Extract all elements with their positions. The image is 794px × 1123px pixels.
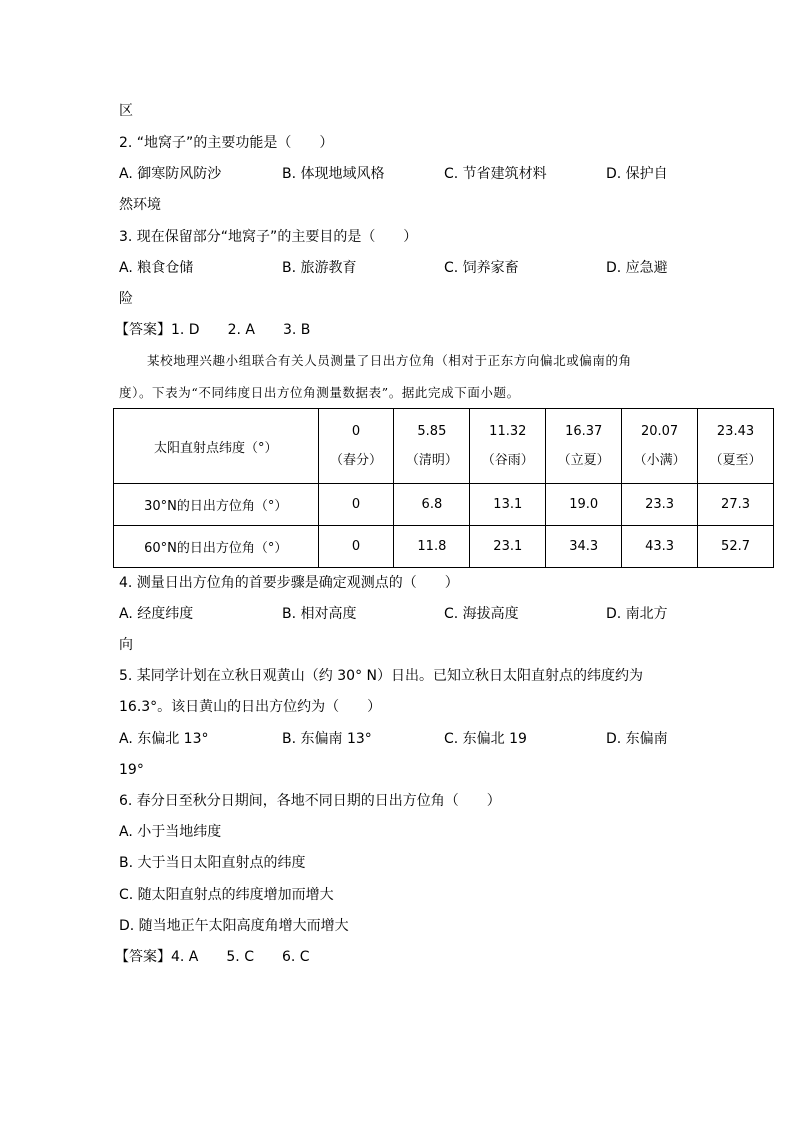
answer-line-1: 【答案】1. D 2. A 3. B <box>115 322 311 338</box>
table-cell: 23.3 <box>622 484 698 526</box>
table-cell: 43.3 <box>622 526 698 568</box>
material-intro-line-1: 某校地理兴趣小组联合有关人员测量了日出方位角（相对于正东方向偏北或偏南的角 <box>147 353 632 368</box>
table-header-cell: 20.07 （小满） <box>622 409 698 484</box>
q2-option-c: C. 节省建筑材料 <box>444 166 547 182</box>
table-row <box>114 526 774 568</box>
q5-option-c: C. 东偏北 19 <box>444 731 527 747</box>
q4-option-c: C. 海拔高度 <box>444 606 519 622</box>
q6-option-a: A. 小于当地纬度 <box>119 824 222 840</box>
table-cell: 52.7 <box>698 526 774 568</box>
table-header-label: 太阳直射点纬度（°） <box>114 409 319 484</box>
question-6: 6. 春分日至秋分日期间，各地不同日期的日出方位角（ ） <box>119 793 501 809</box>
table-cell: 6.8 <box>394 484 470 526</box>
question-5-line-2: 16.3°。该日黄山的日出方位约为（ ） <box>119 699 382 715</box>
q3-option-c: C. 饲养家畜 <box>444 260 519 276</box>
table-cell: 27.3 <box>698 484 774 526</box>
q2-option-d-continued: 然环境 <box>119 197 161 213</box>
q2-option-a: A. 御寒防风防沙 <box>119 166 222 182</box>
row-label: 60°N的日出方位角（°） <box>114 526 319 568</box>
table-row <box>114 484 774 526</box>
table-cell: 13.1 <box>470 484 546 526</box>
table-header-cell: 5.85 （清明） <box>394 409 470 484</box>
answer-line-2: 【答案】4. A 5. C 6. C <box>115 949 310 965</box>
q4-option-b: B. 相对高度 <box>282 606 357 622</box>
table-header-cell: 0 （春分） <box>318 409 394 484</box>
question-5-line-1: 5. 某同学计划在立秋日观黄山（约 30° N）日出。已知立秋日太阳直射点的纬度约为 <box>119 668 643 684</box>
q3-option-b: B. 旅游教育 <box>282 260 357 276</box>
q3-option-d-continued: 险 <box>119 291 133 307</box>
table-header-cell: 11.32 （谷雨） <box>470 409 546 484</box>
q5-option-b: B. 东偏南 13° <box>282 731 372 747</box>
q5-option-a: A. 东偏北 13° <box>119 731 209 747</box>
q2-option-d: D. 保护自 <box>606 166 668 182</box>
q4-option-d-continued: 向 <box>119 637 133 653</box>
text-line: 区 <box>119 103 133 119</box>
table-header-cell: 23.43 （夏至） <box>698 409 774 484</box>
q4-option-a: A. 经度纬度 <box>119 606 194 622</box>
q2-option-b: B. 体现地域风格 <box>282 166 385 182</box>
material-intro-line-2: 度）。下表为“不同纬度日出方位角测量数据表”。据此完成下面小题。 <box>119 385 520 400</box>
table-header-row <box>114 409 774 484</box>
table-cell: 0 <box>318 526 394 568</box>
table-header-cell: 16.37 （立夏） <box>546 409 622 484</box>
table-cell: 34.3 <box>546 526 622 568</box>
q5-option-d-continued: 19° <box>119 762 144 778</box>
question-3: 3. 现在保留部分“地窝子”的主要目的是（ ） <box>119 229 418 245</box>
question-4: 4. 测量日出方位角的首要步骤是确定观测点的（ ） <box>119 575 459 591</box>
q4-option-d: D. 南北方 <box>606 606 668 622</box>
table-cell: 0 <box>318 484 394 526</box>
q3-option-a: A. 粮食仓储 <box>119 260 194 276</box>
q6-option-b: B. 大于当日太阳直射点的纬度 <box>119 855 306 871</box>
q6-option-c: C. 随太阳直射点的纬度增加而增大 <box>119 887 334 903</box>
sunrise-azimuth-table <box>113 408 774 568</box>
table-cell: 11.8 <box>394 526 470 568</box>
q5-option-d: D. 东偏南 <box>606 731 668 747</box>
row-label: 30°N的日出方位角（°） <box>114 484 319 526</box>
q3-option-d: D. 应急避 <box>606 260 668 276</box>
table-cell: 19.0 <box>546 484 622 526</box>
question-2: 2. “地窝子”的主要功能是（ ） <box>119 135 334 151</box>
q6-option-d: D. 随当地正午太阳高度角增大而增大 <box>119 918 349 934</box>
table-cell: 23.1 <box>470 526 546 568</box>
